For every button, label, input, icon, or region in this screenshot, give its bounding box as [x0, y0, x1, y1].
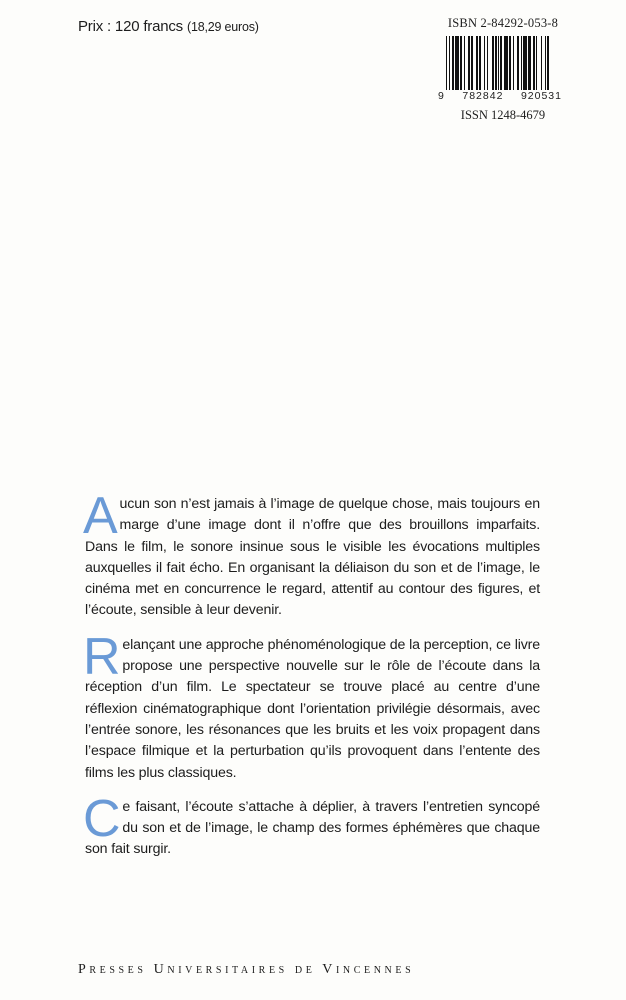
paragraph-2	[83, 627, 540, 784]
barcode-digits	[438, 90, 562, 102]
paragraph-text: elançant une approche phénoménologique de la perception, ce livre propose une perspective nouvelle sur le rôle de l’écoute dans la réception d’un film. Le spectateur se trouve placé au centre d’une réflexion cinématographique dont l’orientation privilégie désormais, avec l’entrée sonore, les résonances que les bruits et les voix propagent dans l’espace filmique et la perturbation qu’ils provoquent dans l’entente des films les plus classiques.	[85, 636, 540, 781]
isbn-text: ISBN 2-84292-053-8	[447, 16, 559, 30]
drop-cap: R	[83, 627, 121, 686]
drop-cap: C	[83, 789, 121, 848]
barcode-icon	[446, 36, 550, 90]
back-cover-text	[83, 487, 540, 874]
paragraph-1	[83, 487, 540, 622]
barcode-bar	[549, 36, 550, 90]
barcode-digit-group-1: 782842	[462, 90, 504, 102]
isbn-block	[438, 16, 568, 31]
issn-text: ISSN 1248-4679	[460, 108, 546, 122]
drop-cap: A	[83, 487, 118, 545]
price-francs: Prix : 120 francs	[78, 18, 183, 35]
barcode-digit-group-2: 920531	[520, 90, 562, 102]
price-euros: (18,29 euros)	[186, 20, 259, 34]
publisher-name: Presses Universitaires de Vincennes	[78, 962, 415, 977]
paragraph-3	[83, 789, 540, 861]
paragraph-text: e faisant, l’écoute s’attache à déplier, à travers l’entretien syncopé du son et de l’image, le champ des formes éphémères que chaque son fait surgir.	[85, 798, 540, 858]
price-label	[78, 18, 259, 35]
barcode-digit-prefix: 9	[438, 90, 445, 102]
paragraph-text: ucun son n’est jamais à l’image de quelque chose, mais toujours en marge d’une image dont il n’offre que des brouillons imparfaits. Dans le film, le sonore insinue sous le visible les évocations multiples auxquelles il fait écho. En organisant la déliaison du son et de l’image, le cinéma met en concurrence le regard, attentif au contour des figures, et l’écoute, sensible à leur devenir.	[85, 496, 540, 619]
